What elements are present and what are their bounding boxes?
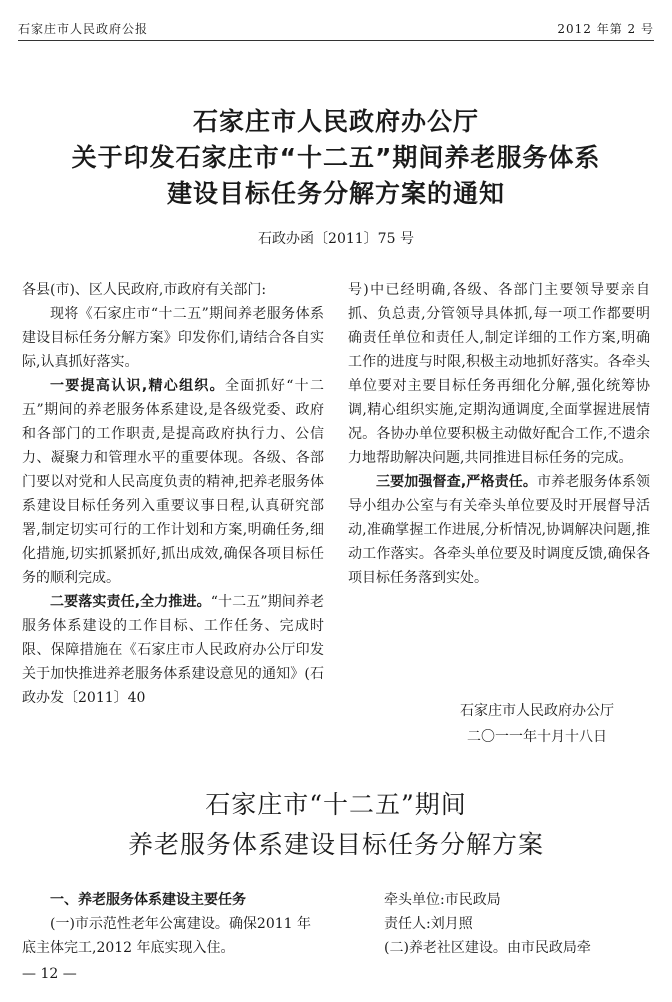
plan-title-line: 石家庄市“十二五”期间	[205, 790, 467, 819]
notice-column-left	[22, 278, 324, 710]
signature-block	[460, 698, 614, 750]
item-2-title: (二)养老社区建设。	[384, 940, 507, 956]
item-1-title: (一)市示范性老年公寓建设。	[50, 916, 229, 932]
point-1-paragraph	[22, 374, 324, 590]
notice-column-right	[348, 278, 650, 590]
point-1-heading: 一要提高认识,精心组织。	[50, 378, 225, 394]
document-number: 石政办函〔2011〕75 号	[258, 231, 414, 247]
point-2-heading: 二要落实责任,全力推进。	[50, 594, 211, 610]
responsible-person: 责任人:刘月照	[384, 916, 473, 932]
notice-title	[0, 104, 672, 212]
point-3-heading: 三要加强督查,严格责任。	[376, 474, 538, 490]
item-1-paragraph	[22, 912, 324, 960]
addressee: 各县(市)、区人民政府,市政府有关部门:	[22, 282, 267, 298]
point-2-body: “十二五”期间养老服务体系建设的工作目标、工作任务、完成时限、保障措施在《石家庄市人民政府办公厅印发关于加快推进养老服务体系建设意见的通知》(石政办发〔2011〕40	[22, 594, 324, 706]
plan-title-line: 养老服务体系建设目标任务分解方案	[127, 830, 544, 859]
item-1-body: 确保2011 年底主体完工,2012 年底实现入住。	[22, 916, 312, 956]
header-rule	[18, 40, 654, 41]
signature-date: 二〇一一年十月十八日	[467, 729, 607, 745]
item-2-paragraph	[384, 936, 652, 960]
plan-column-left	[22, 888, 324, 960]
point-3-paragraph	[348, 470, 650, 590]
point-1-body: 全面抓好“十二五”期间的养老服务体系建设,是各级党委、政府和各部门的工作职责,是提高政府执行力、公信力、凝聚力和管理水平的重要体现。各级、各部门要以对党和人民高度负责的精神,把养老服务体系建设目标任务列入重要议事日程,认真研究部署,制定切实可行的工作计划和方案,明确任务,细化措施,切实抓紧抓好,抓出成效,确保各项目标任务的顺利完成。	[22, 378, 324, 586]
point-2-paragraph	[22, 590, 324, 710]
notice-title-line: 石家庄市人民政府办公厅	[192, 107, 479, 136]
point-2-continuation: 号)中已经明确,各级、各部门主要领导要亲自抓、负总责,分管领导具体抓,每一项工作都要明确责任单位和责任人,制定详细的工作方案,明确工作的进度与时限,积极主动地抓好落实。各牵头单位要对主要目标任务再细化分解,强化统筹协调,精心组织实施,定期沟通调度,全面掌握进展情况。各协办单位要积极主动做好配合工作,不遗余力地帮助解决问题,共同推进目标任务的完成。	[348, 282, 650, 466]
plan-column-right	[384, 888, 652, 960]
issue-number: 2012 年第 2 号	[557, 22, 654, 36]
section-1-heading: 一、养老服务体系建设主要任务	[50, 892, 246, 908]
item-2-body: 由市民政局牵	[506, 940, 591, 956]
running-header	[18, 20, 654, 40]
point-3-body: 市养老服务体系领导小组办公室与有关牵头单位要及时开展督导活动,准确掌握工作进展,分析情况,协调解决问题,推动工作落实。各牵头单位要及时调度反馈,确保各项目标任务落到实处。	[348, 474, 650, 586]
signature-org: 石家庄市人民政府办公厅	[460, 703, 614, 719]
notice-title-line: 关于印发石家庄市“十二五”期间养老服务体系	[71, 143, 601, 172]
notice-title-line: 建设目标任务分解方案的通知	[166, 179, 505, 208]
publication-name: 石家庄市人民政府公报	[18, 22, 149, 36]
intro-paragraph: 现将《石家庄市“十二五”期间养老服务体系建设目标任务分解方案》印发你们,请结合各自实际,认真抓好落实。	[22, 306, 324, 370]
plan-title	[0, 785, 672, 865]
page-number: — 12 —	[22, 966, 77, 982]
lead-unit: 牵头单位:市民政局	[384, 892, 501, 908]
